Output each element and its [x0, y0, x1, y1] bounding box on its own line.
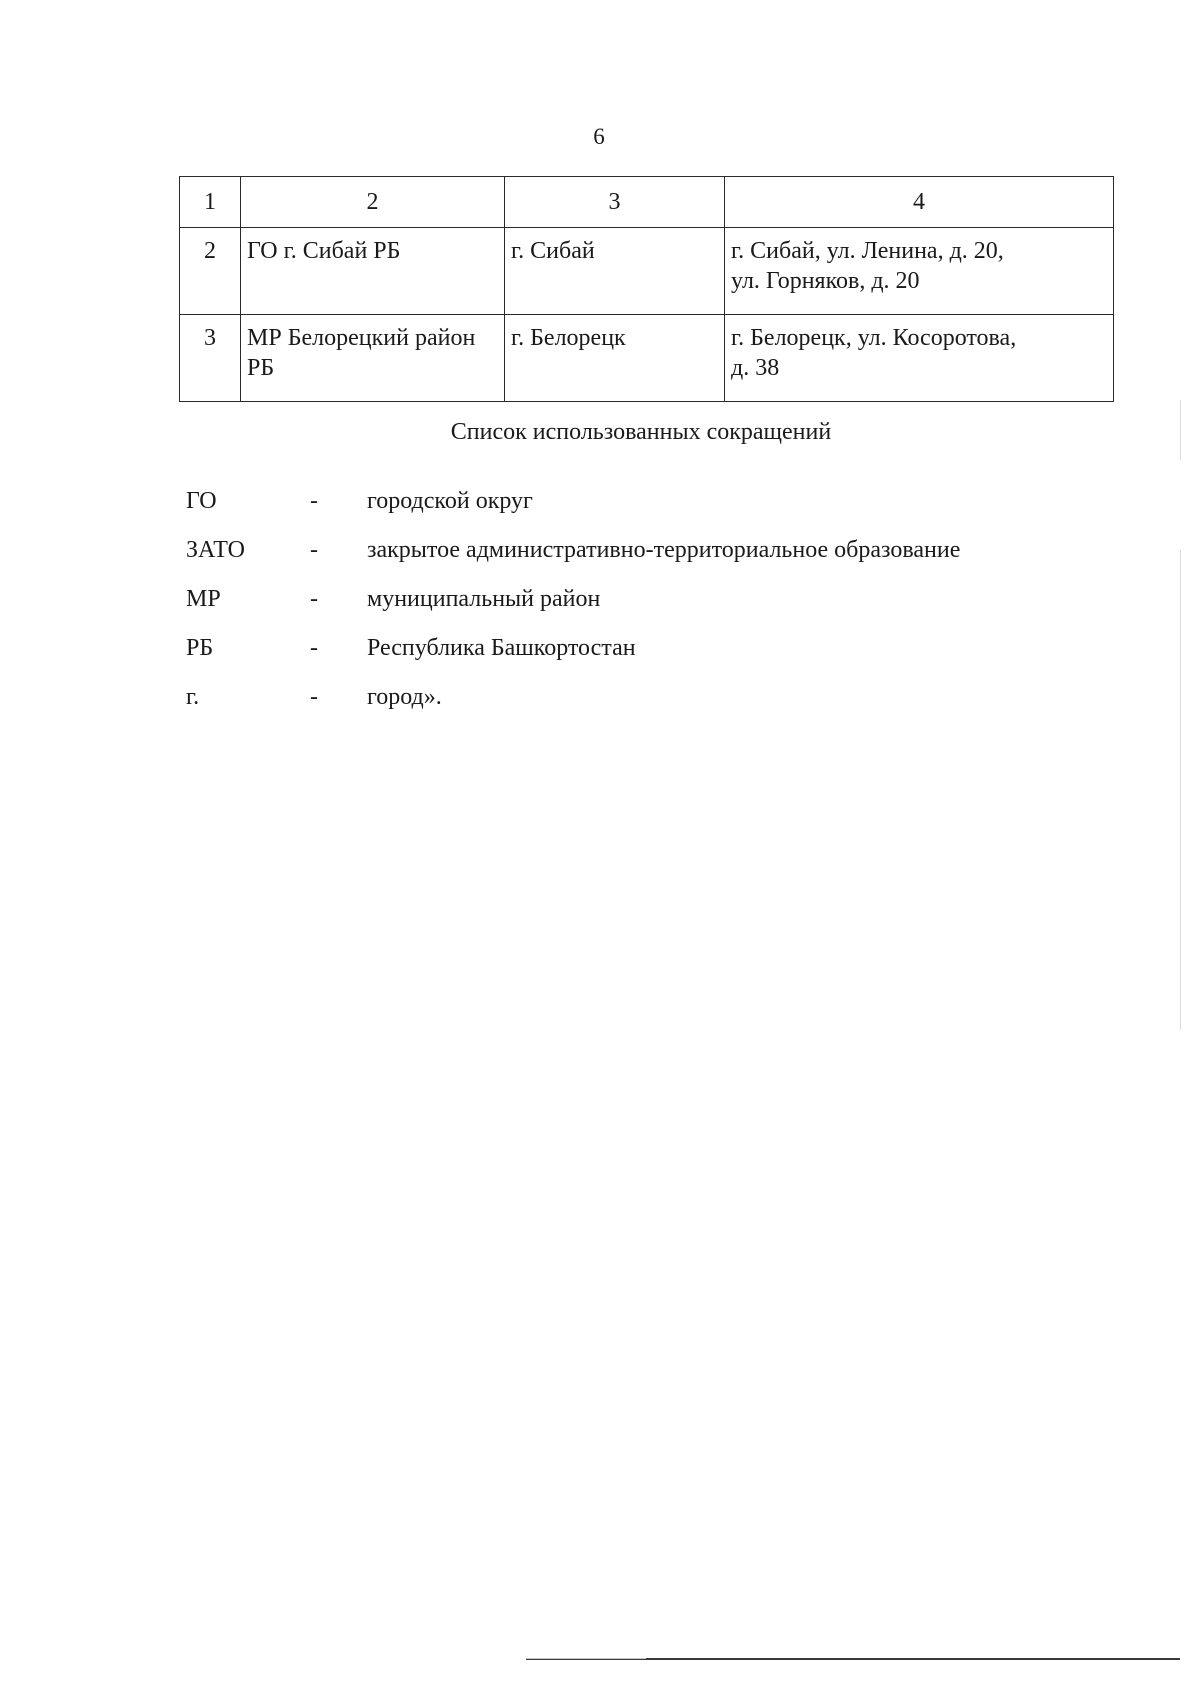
row-number-cell: 3 — [180, 315, 241, 402]
scan-edge-mark — [1180, 400, 1181, 460]
abbreviation-term: г. — [186, 684, 200, 710]
abbreviation-dash: - — [310, 684, 318, 710]
abbreviation-dash: - — [310, 488, 318, 514]
table-row — [180, 315, 1114, 402]
address-cell — [725, 315, 1114, 402]
address-line: г. Белорецк, ул. Косоротова, — [731, 325, 1017, 351]
page-number: 6 — [593, 124, 605, 149]
abbreviation-dash: - — [310, 537, 318, 563]
table-row — [180, 228, 1114, 315]
abbreviation-term: МР — [186, 586, 221, 612]
abbreviation-definition: Республика Башкортостан — [367, 635, 636, 661]
abbreviation-definition: муниципальный район — [367, 586, 601, 612]
table-header-cell: 1 — [180, 177, 241, 228]
table-header-row — [180, 177, 1114, 228]
entity-cell — [241, 315, 505, 402]
row-number-cell: 2 — [180, 228, 241, 315]
abbreviation-term: ГО — [186, 488, 217, 514]
settlements-table — [179, 176, 1114, 402]
entity-cell: ГО г. Сибай РБ — [241, 228, 505, 315]
address-line: ул. Горняков, д. 20 — [731, 268, 920, 294]
table-header-cell: 3 — [505, 177, 725, 228]
abbreviation-dash: - — [310, 635, 318, 661]
abbreviations-title: Список использованных сокращений — [450, 419, 832, 445]
abbreviation-definition: закрытое административно-территориальное образование — [367, 537, 961, 563]
abbreviation-definition: город». — [367, 684, 442, 710]
city-cell: г. Белорецк — [505, 315, 725, 402]
city-cell: г. Сибай — [505, 228, 725, 315]
address-line: д. 38 — [731, 355, 780, 381]
abbreviation-term: РБ — [186, 635, 214, 661]
table-header-cell: 4 — [725, 177, 1114, 228]
table-header-cell: 2 — [241, 177, 505, 228]
entity-line: МР Белорецкий район — [247, 325, 476, 351]
address-line: г. Сибай, ул. Ленина, д. 20, — [731, 238, 1004, 264]
abbreviation-definition: городской округ — [367, 488, 533, 514]
entity-line: РБ — [247, 355, 275, 381]
bottom-rule — [526, 1658, 1180, 1660]
abbreviation-dash: - — [310, 586, 318, 612]
scan-edge-mark — [1180, 550, 1181, 1030]
address-cell — [725, 228, 1114, 315]
abbreviation-term: ЗАТО — [186, 537, 245, 563]
